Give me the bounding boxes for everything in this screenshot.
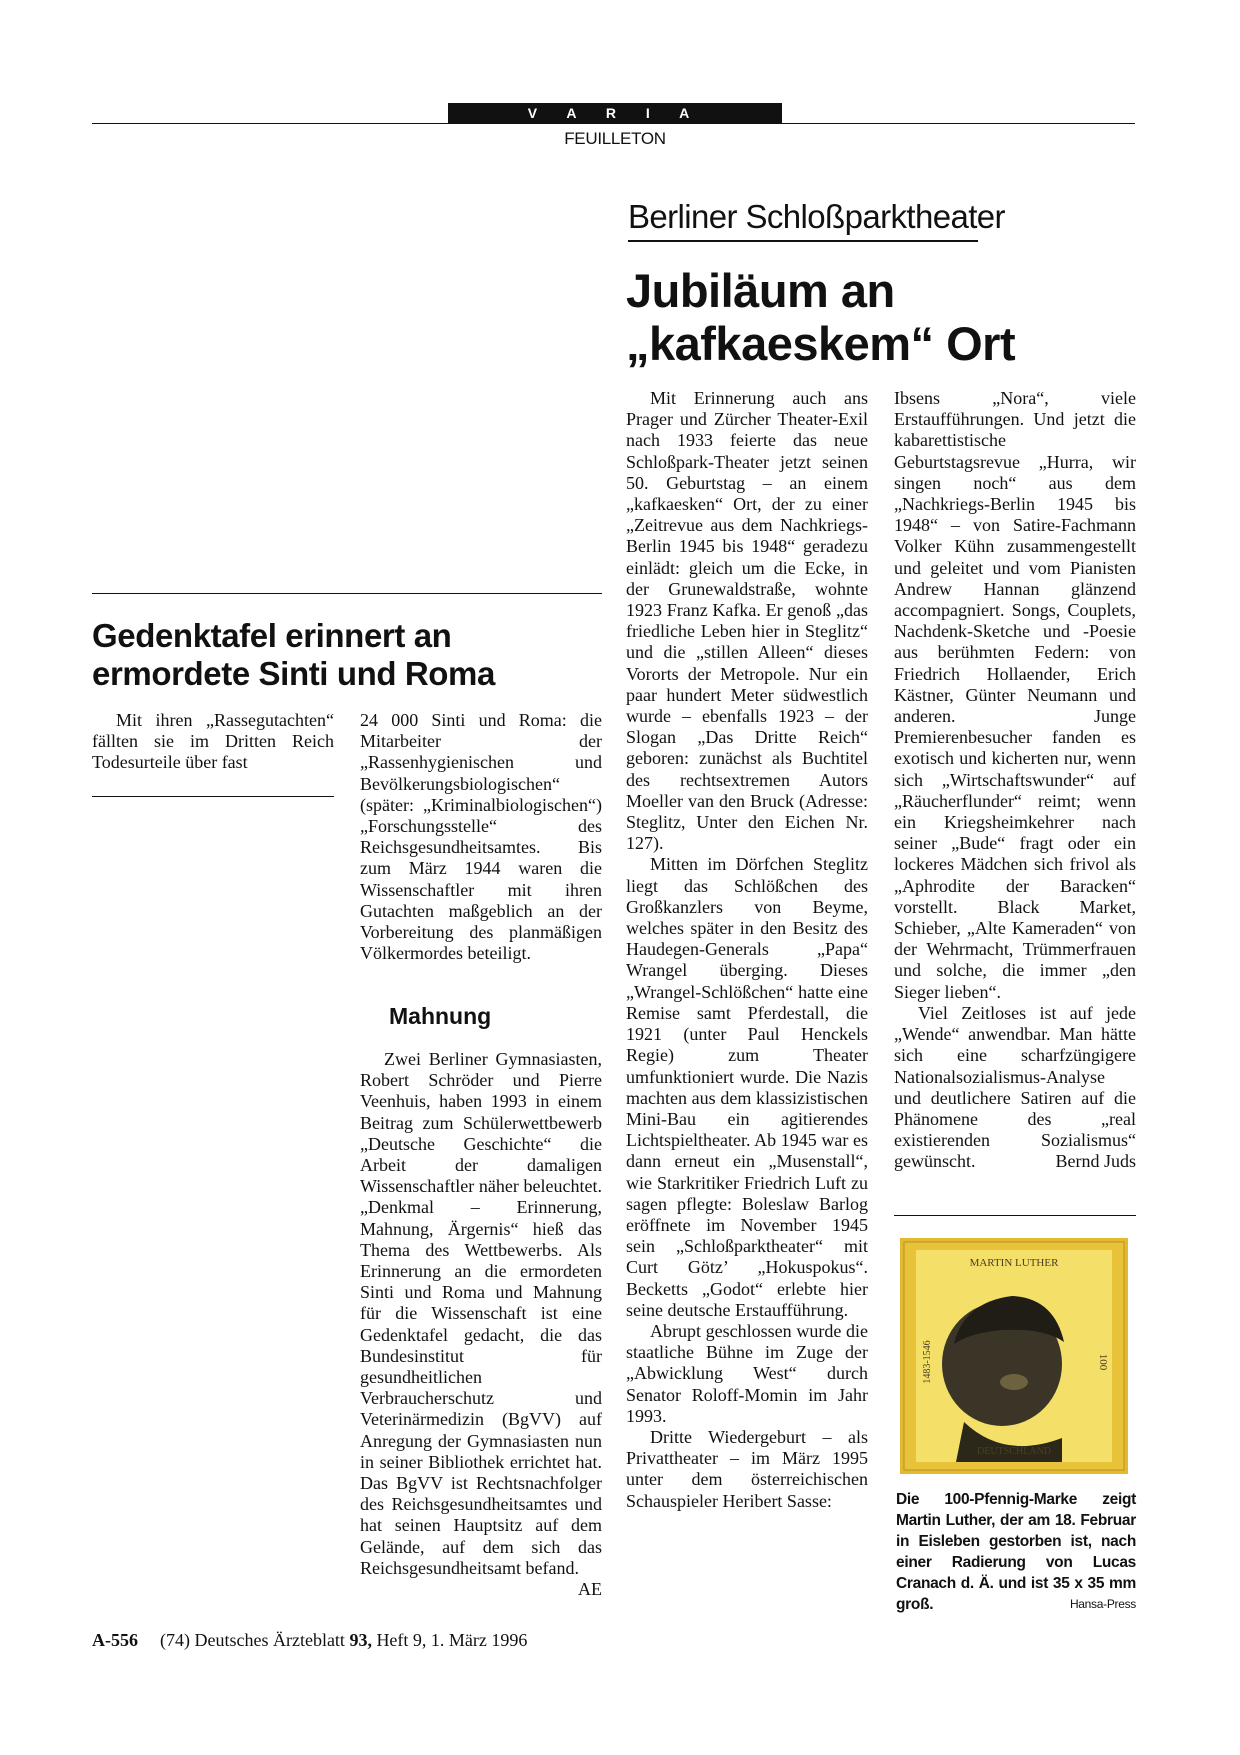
side-lead-text: Mit ihren „Rassegutachten“ fällten sie im Dritten Reich Todesurteile über fast: [92, 710, 334, 773]
side-column-1: [360, 710, 602, 964]
footer-volume: 93,: [349, 1630, 372, 1650]
main-author: Bernd Juds: [1055, 1151, 1136, 1172]
section-bar: V A R I A: [448, 103, 782, 123]
kicker-rule: [628, 240, 978, 242]
side-subhead: Mahnung: [389, 1003, 492, 1029]
side-headline-line-1: Gedenktafel erinnert an: [92, 617, 452, 654]
footer-prefix: (74) Deutsches Ärzteblatt: [160, 1630, 345, 1650]
headline-line-1: Jubiläum an: [626, 264, 895, 317]
side-article-rule: [92, 593, 602, 594]
stamp-top-text: MARTIN LUTHER: [969, 1257, 1059, 1269]
side-paragraph-2: [360, 1049, 602, 1600]
stamp-caption: [896, 1489, 1136, 1615]
photo-credit: Hansa-Press: [1069, 1597, 1136, 1611]
image-rule: [894, 1215, 1136, 1216]
stamp-side-text: 1483-1546: [922, 1340, 933, 1384]
stamp-bottom-text: DEUTSCHLAND: [977, 1446, 1051, 1457]
main-paragraph-6-text: Viel Zeitloses ist auf jede „Wende“ anwendbar. Man hätte sich eine scharfzüngigere Nationalsozialismus-Analyse und deutlichere Satiren auf die Phänomene des „real existierenden Sozialismus“ gewünscht.: [894, 1002, 1136, 1172]
page-footer: [92, 1630, 527, 1651]
article-headline: [626, 264, 1106, 370]
main-paragraph-6: [894, 1003, 1136, 1173]
side-lead: [92, 710, 334, 774]
main-paragraph-1: Mit Erinnerung auch ans Prager und Zürcher Theater-Exil nach 1933 feierte das neue Schloßpark-Theater jetzt seinen 50. Geburtstag – an einem „kafkaesken“ Ort, der zu einer „Zeitrevue aus dem Nachkriegs-Berlin 1945 bis 1948“ geradezu einlädt: gleich um die Ecke, in der Grunewaldstraße, wohnte 1923 Franz Kafka. Er genoß „das friedliche Leben hier in Steglitz“ und die „stillen Alleen“ dieses Vororts der Metropole. Nur ein paar hundert Meter südwestlich wurde – ebenfalls 1923 – der Slogan „Das Dritte Reich“ geboren: zunächst als Buchtitel des rechtsextremen Autors Moeller van den Bruck (Adresse: Steglitz, Unter den Eichen Nr. 127).: [626, 388, 868, 854]
side-paragraph-2-text: Zwei Berliner Gymnasiasten, Robert Schröder und Pierre Veenhuis, haben 1993 in einem Beitrag zum Schülerwettbewerb „Deutsche Geschichte“ die Arbeit der damaligen Wissenschaftler näher beleuchtet. „Denkmal – Erinnerung, Mahnung, Ärgernis“ hieß das Thema des Wettbewerbs. Als Erinnerung an die ermordeten Sinti und Roma und Mahnung für die Wissenschaft ist eine Gedenktafel gedacht, die das Bundesinstitut für gesundheitlichen Verbraucherschutz und Veterinärmedizin (BgVV) auf Anregung der Gymnasiasten nun in seiner Bibliothek errichtet hat. Das BgVV ist Rechtsnachfolger des Reichsgesundheitsamtes und hat seinen Hauptsitz auf dem Gelände, auf dem sich das Reichsgesundheitsamt befand.: [360, 1049, 602, 1578]
main-column-2: [894, 388, 1136, 1173]
side-paragraph-1: 24 000 Sinti und Roma: die Mitarbeiter der „Rassenhygienischen und Bevölkerungsbiologischen“ (später: „Kriminalbiologischen“) „Forschungsstelle“ des Reichsgesundheitsamtes. Bis zum März 1944 waren die Wissenschaftler mit ihren Gutachten maßgeblich an der Vorbereitung des planmäßigen Völkermordes beteiligt.: [360, 710, 602, 964]
side-author: AE: [578, 1579, 602, 1600]
main-paragraph-2: Mitten im Dörfchen Steglitz liegt das Schlößchen des Großkanzlers von Beyme, welches später in den Besitz des Haudegen-Generals „Papa“ Wrangel überging. Dieses „Wrangel-Schlößchen“ hatte eine Remise samt Pferdestall, die 1921 (unter Paul Henckels Regie) zum Theater umfunktioniert wurde. Die Nazis machten aus dem klassizistischen Mini-Bau ein agitierendes Lichtspieltheater. Ab 1945 war es dann erneut ein „Musenstall“, wie Starkritiker Friedrich Luft zu sagen pflegte: Boleslaw Barlog eröffnete im November 1945 sein „Schloßparktheater“ mit Curt Götz’ „Hokuspokus“. Becketts „Godot“ erlebte hier seine deutsche Erstaufführung.: [626, 854, 868, 1320]
headline-line-2: „kafkaeskem“ Ort: [626, 317, 1016, 370]
header-rule: [92, 123, 1135, 124]
stamp-value-text: 100: [1097, 1353, 1109, 1371]
main-paragraph-5: Ibsens „Nora“, viele Erstaufführungen. Und jetzt die kabarettistische Geburtstagsrevue „Hurra, wir singen noch“ aus dem „Nachkriegs-Berlin 1945 bis 1948“ – von Satire-Fachmann Volker Kühn zusammengestellt und geleitet und vom Pianisten Andrew Hannan glänzend accompagniert. Songs, Couplets, Nachdenk-Sketche und -Poesie aus berühmten Federn: von Friedrich Hollaender, Erich Kästner, Günter Neumann und anderen. Junge Premierenbesucher fanden es exotisch und kicherten nur, wenn sich „Wirtschaftswunder“ auf „Räucherflunder“ reimt; wenn ein Kriegsheimkehrer nach seiner „Bude“ fragt oder ein lockeres Mädchen sich frivol als „Aphrodite der Baracken“ vorstellt. Black Market, Schieber, „Alte Kameraden“ von der Wehrmacht, Trümmerfrauen und solche, die immer „den Sieger lieben“.: [894, 388, 1136, 1002]
side-column-2: [360, 1049, 602, 1600]
subsection-label: FEUILLETON: [564, 129, 666, 148]
side-headline-line-2: ermordete Sinti und Roma: [92, 655, 495, 692]
main-paragraph-3: Abrupt geschlossen wurde die staatliche Bühne im Zuge der „Abwicklung West“ durch Senator Roloff-Momin im Jahr 1993.: [626, 1320, 868, 1426]
side-headline: [92, 617, 612, 693]
stamp-portrait-face-detail: [1000, 1374, 1028, 1390]
main-column-1: [626, 388, 868, 1512]
article-kicker: Berliner Schloßparktheater: [628, 198, 1005, 235]
page-number: A-556: [92, 1630, 138, 1650]
luther-stamp-image: [894, 1232, 1134, 1480]
side-lead-rule: [92, 796, 334, 797]
stamp-caption-text: Die 100-Pfennig-Marke zeigt Martin Luther, der am 18. Februar in Eisleben gestorben ist, nach einer Radierung von Lucas Cranach d. Ä. und ist 35 x 35 mm groß.: [896, 1491, 1136, 1613]
main-paragraph-4: Dritte Wiedergeburt – als Privattheater – im März 1995 unter dem österreichischen Schauspieler Heribert Sasse:: [626, 1426, 868, 1511]
footer-issue: Heft 9, 1. März 1996: [376, 1630, 528, 1650]
